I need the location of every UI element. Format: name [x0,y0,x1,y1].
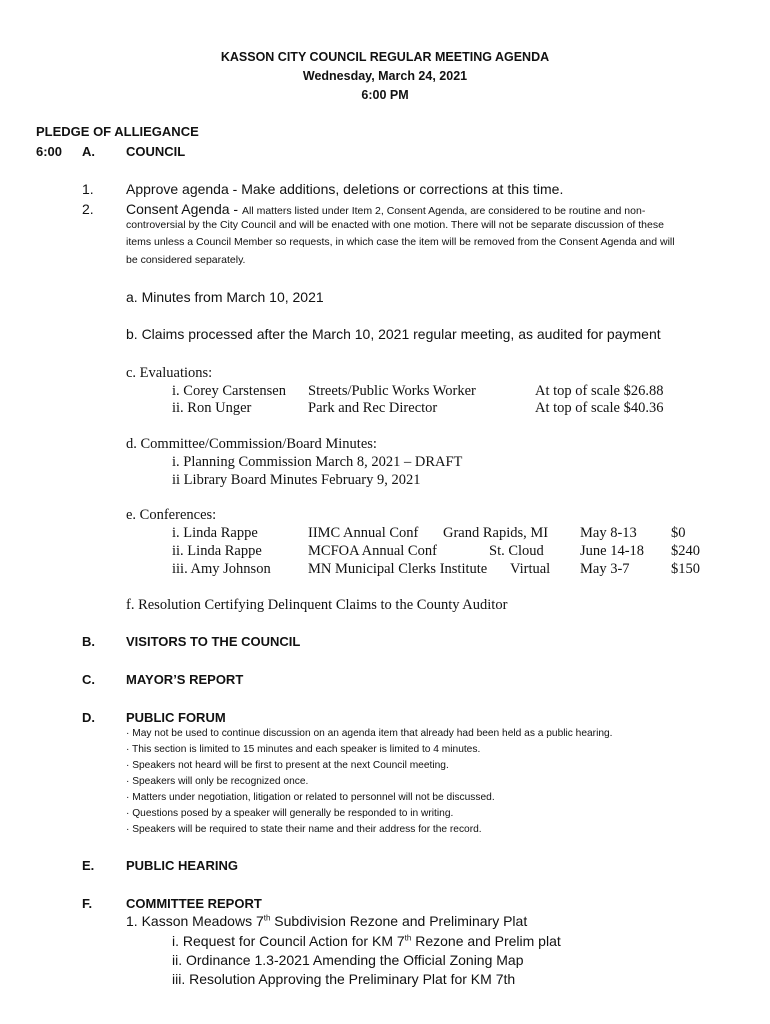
evaluation-role: Park and Rec Director [308,400,438,416]
evaluations-heading: c. Evaluations: [126,365,213,381]
committee-subitem: ii. Ordinance 1.3-2021 Amending the Official Zoning Map [172,952,524,968]
minutes-item: i. Planning Commission March 8, 2021 – DRAFT [172,454,463,470]
forum-rule: · This section is limited to 15 minutes and each speaker is limited to 4 minutes. [126,744,481,755]
conference-attendee: i. Linda Rappe [172,525,258,541]
consent-agenda-text-3: items unless a Council Member so requests, in which case the item will be removed from the Consent Agenda and will [126,236,675,248]
ordinal-suffix: th [404,933,412,943]
minutes-item: ii Library Board Minutes February 9, 2021 [172,472,421,488]
consent-item-a: a. Minutes from March 10, 2021 [126,289,324,305]
evaluation-note: At top of scale $40.36 [535,400,664,416]
consent-agenda-text-4: be considered separately. [126,254,246,266]
conference-cost: $150 [671,561,700,577]
section-e-letter: E. [82,858,95,873]
evaluation-note: At top of scale $26.88 [535,383,664,399]
section-d-title: PUBLIC FORUM [126,710,226,725]
consent-agenda-lead: Consent Agenda - [126,201,242,217]
forum-rule: · Speakers not heard will be first to present at the next Council meeting. [126,760,449,771]
committee-item-1 [126,913,527,929]
conferences-heading: e. Conferences: [126,507,217,523]
forum-rule: · Speakers will only be recognized once. [126,776,309,787]
conference-place: Grand Rapids, MI [443,525,549,541]
conference-name: MN Municipal Clerks Institute [308,561,488,577]
conference-dates: May 8-13 [580,525,637,541]
conference-attendee: ii. Linda Rappe [172,543,262,559]
evaluation-name: i. Corey Carstensen [172,383,286,399]
conference-cost: $0 [671,525,686,541]
minutes-heading: d. Committee/Commission/Board Minutes: [126,436,377,452]
section-a-time: 6:00 [36,144,63,159]
meeting-date: Wednesday, March 24, 2021 [302,69,468,83]
conference-dates: June 14-18 [580,543,645,559]
section-a-title: COUNCIL [126,144,186,159]
consent-agenda-text-2: controversial by the City Council and will be enacted with one motion. There will not be separate discussion of these [126,219,664,231]
conference-cost: $240 [671,543,700,559]
pledge-heading: PLEDGE OF ALLIEGANCE [36,124,199,139]
section-f-title: COMMITTEE REPORT [126,896,262,911]
section-c-letter: C. [82,672,95,687]
item-1-text: Approve agenda - Make additions, deletions or corrections at this time. [126,181,564,197]
forum-rule: · Matters under negotiation, litigation or related to personnel will not be discussed. [126,792,495,803]
conference-dates: May 3-7 [580,561,630,577]
section-c-title: MAYOR’S REPORT [126,672,244,687]
consent-item-b: b. Claims processed after the March 10, 2021 regular meeting, as audited for payment [126,326,661,342]
item-1-number: 1. [82,181,94,197]
conference-place: St. Cloud [489,543,544,559]
committee-item-1-post: Subdivision Rezone and Preliminary Plat [270,913,528,929]
committee-item-1-pre: 1. Kasson Meadows 7 [126,913,264,929]
conference-name: IIMC Annual Conf [308,525,419,541]
conference-place: Virtual [510,561,551,577]
agenda-title: KASSON CITY COUNCIL REGULAR MEETING AGENDA [220,50,550,64]
committee-subitem-pre: i. Request for Council Action for KM 7 [172,933,405,949]
section-d-letter: D. [82,710,95,725]
forum-rule: · Speakers will be required to state their name and their address for the record. [126,824,482,835]
committee-subitem [172,933,561,949]
committee-subitem-post: Rezone and Prelim plat [411,933,561,949]
ordinal-suffix: th [263,913,271,923]
item-2-first-line [126,201,645,219]
consent-agenda-text-1: All matters listed under Item 2, Consent Agenda, are considered to be routine and non- [241,205,646,217]
consent-item-f: f. Resolution Certifying Delinquent Claims to the County Auditor [126,597,508,613]
conference-name: MCFOA Annual Conf [308,543,437,559]
conference-attendee: iii. Amy Johnson [172,561,271,577]
item-2-number: 2. [82,201,94,217]
forum-rule: · May not be used to continue discussion on an agenda item that already had been held as a public hearing. [126,728,613,739]
section-b-letter: B. [82,634,95,649]
section-a-letter: A. [82,144,95,159]
evaluation-name: ii. Ron Unger [172,400,252,416]
meeting-time: 6:00 PM [361,88,409,102]
section-f-letter: F. [82,896,93,911]
evaluation-role: Streets/Public Works Worker [308,383,476,399]
section-e-title: PUBLIC HEARING [126,858,238,873]
committee-subitem: iii. Resolution Approving the Preliminary Plat for KM 7th [172,971,516,987]
section-b-title: VISITORS TO THE COUNCIL [126,634,301,649]
forum-rule: · Questions posed by a speaker will generally be responded to in writing. [126,808,454,819]
